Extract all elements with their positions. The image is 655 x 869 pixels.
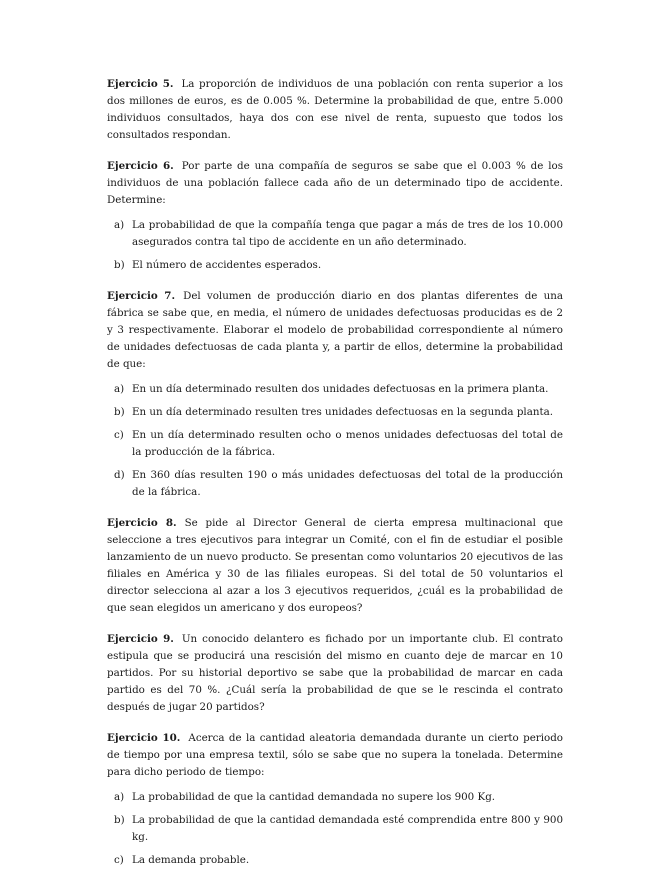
exercise-6-item-b — [107, 257, 563, 274]
exercise-10-text: Acerca de la cantidad aleatoria demandada durante un cierto periodo de tiempo por una empresa textil, sólo se sabe que no supera la tonelada. Determine para dicho periodo de tiempo: — [107, 732, 564, 778]
exercise-7 — [107, 288, 563, 373]
exercise-5-text: La proporción de individuos de una población con renta superior a los dos millones de euros, es de 0.005 %. Determine la probabilidad de que, entre 5.000 individuos consultados, haya dos con ese nivel de renta, supuesto que todos los consultados respondan. — [107, 78, 563, 141]
list-item-text: El número de accidentes esperados. — [132, 259, 322, 271]
list-item-label: b) — [114, 406, 125, 418]
exercise-9-title: Ejercicio 9. — [107, 633, 174, 645]
exercise-10-item-a — [107, 789, 563, 806]
list-item-label: d) — [114, 469, 125, 481]
list-item-text: La probabilidad de que la cantidad demandada no supere los 900 Kg. — [132, 791, 496, 803]
list-item-label: b) — [114, 814, 125, 826]
exercise-10-items — [107, 789, 563, 869]
exercise-6-item-a — [107, 217, 563, 251]
exercise-6-text: Por parte de una compañía de seguros se sabe que el 0.003 % de los individuos de una población fallece cada año de un determinado tipo de accidente. Determine: — [107, 160, 563, 206]
exercise-6-title: Ejercicio 6. — [107, 160, 174, 172]
exercise-5 — [107, 76, 563, 144]
list-item-text: La demanda probable. — [132, 854, 250, 866]
exercise-7-title: Ejercicio 7. — [107, 290, 176, 302]
list-item-text: La probabilidad de que la cantidad demandada esté comprendida entre 800 y 900 kg. — [132, 814, 563, 843]
list-item-text: En 360 días resulten 190 o más unidades defectuosas del total de la producción de la fábrica. — [132, 469, 563, 498]
list-item-label: a) — [114, 219, 125, 231]
exercise-8-text: Se pide al Director General de cierta empresa multinacional que seleccione a tres ejecutivos para integrar un Comité, con el fin de estudiar el posible lanzamiento de un nuevo producto. Se presentan como voluntarios 20 ejecutivos de las filiales en América y 30 de las filiales europeas. Si del total de 50 voluntarios el director selecciona al azar a los 3 ejecutivos requeridos, ¿cuál es la probabilidad de que sean elegidos un americano y dos europeos? — [107, 517, 563, 614]
exercise-7-item-d — [107, 467, 563, 501]
exercise-8 — [107, 515, 563, 617]
list-item-text: La probabilidad de que la compañía tenga que pagar a más de tres de los 10.000 asegurados contra tal tipo de accidente en un año determinado. — [132, 219, 563, 248]
list-item-label: c) — [114, 429, 124, 441]
list-item-label: a) — [114, 791, 125, 803]
exercise-10-item-b — [107, 812, 563, 846]
exercise-6-items — [107, 217, 563, 274]
exercise-7-text: Del volumen de producción diario en dos plantas diferentes de una fábrica se sabe que, en media, el número de unidades defectuosas producidas es de 2 y 3 respectivamente. Elaborar el modelo de probabilidad correspondiente al número de unidades defectuosas de cada planta y, a partir de ellos, determine la probabilidad de que: — [107, 290, 564, 370]
list-item-text: En un día determinado resulten ocho o menos unidades defectuosas del total de la producción de la fábrica. — [132, 429, 563, 458]
list-item-label: a) — [114, 383, 125, 395]
exercise-7-item-a — [107, 381, 563, 398]
list-item-label: b) — [114, 259, 125, 271]
exercise-10-item-c — [107, 852, 563, 869]
exercise-6 — [107, 158, 563, 209]
exercise-7-item-b — [107, 404, 563, 421]
exercise-10-title: Ejercicio 10. — [107, 732, 181, 744]
document-page — [107, 76, 563, 869]
exercise-7-item-c — [107, 427, 563, 461]
list-item-text: En un día determinado resulten tres unidades defectuosas en la segunda planta. — [132, 406, 554, 418]
list-item-text: En un día determinado resulten dos unidades defectuosas en la primera planta. — [132, 383, 549, 395]
exercise-7-items — [107, 381, 563, 501]
exercise-9-text: Un conocido delantero es fichado por un importante club. El contrato estipula que se producirá una rescisión del mismo en cuanto deje de marcar en 10 partidos. Por su historial deportivo se sabe que la probabilidad de marcar en cada partido es del 70 %. ¿Cuál sería la probabilidad de que se le rescinda el contrato después de jugar 20 partidos? — [107, 633, 563, 713]
exercise-9 — [107, 631, 563, 716]
exercise-8-title: Ejercicio 8. — [107, 517, 177, 529]
exercise-10 — [107, 730, 563, 781]
list-item-label: c) — [114, 854, 124, 866]
exercise-5-title: Ejercicio 5. — [107, 78, 174, 90]
